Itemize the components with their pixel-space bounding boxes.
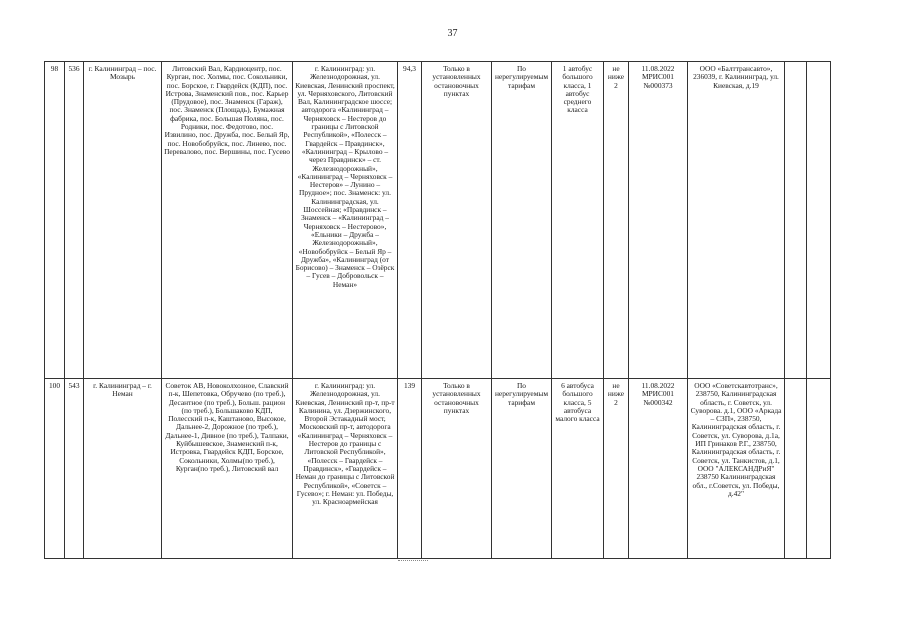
empty-cell (785, 379, 807, 559)
empty-cell (807, 379, 831, 559)
start-date: 11.08.2022 (641, 381, 675, 390)
streets-cell: г. Калининград: ул. Железнодорожная, ул. Киевская, Ленинский проспект, ул. Черняховского, Литовский Вал, Калининградское шоссе; автодорога «Калининград – Черняховск – Нестеров до границы с Литовской Республикой», «Полесск – Гвардейск – Правдинск», «Калининград – Крылово – через Правдинск» – ст. Железнодорожный», «Калининград – Черняховск – Нестеров» – Лунино – Прудное»; пос. Знаменск: ул. Калининградская, ул. Шоссейная; «Правдинск – Знаменск – «Калининград – Черняховск – Нестерово», «Ельники – Дружба – Железнодорожный», «Новобобруйск – Белый Яр – Дружба», «Калининград (от Борисово) – Знаменск – Озёрск – Гусев – Добровольск – Неман» (293, 62, 398, 379)
stop-order-cell: Только в установленных остановочных пунктах (422, 62, 492, 379)
carrier-cell: ООО «Советскавтотранс», 238750, Калининградская область, г. Советск, ул. Суворова. д.1, ООО «Аркада – СЗП», 238750, Калининградская область, г. Советск, ул. Суворова, д.1а, ИП Гринаков Р.Г., 238750, Калининградская область, г. Советск, ул. Танкистов, д.1, ООО "АЛЕКСАНДРиЯ" 238750 Калининградская обл., г.Советск, ул. Победы, д.42" (688, 379, 785, 559)
eco-class-cell: не ниже 2 (604, 379, 629, 559)
registration-number-cell: 543 (65, 379, 84, 559)
route-registry-table (44, 61, 831, 559)
tariff-type-cell: По нерегулируемым тарифам (492, 379, 552, 559)
route-length-cell: 94,3 (398, 62, 422, 379)
table-row (45, 379, 831, 559)
streets-cell: г. Калининград: ул. Железнодорожная, ул. Киевская, Ленинский пр-т, пр-т Калинина, ул. Дзержинского, Второй Эстакадный мост, Московский пр-т, автодорога «Калининград – Черняховск – Нестеров до границы с Литовской Республикой», «Полесск – Гвардейск – Правдинск», «Гвардейск – Неман до границы с Литовской Республикой», «Советск – Гусево»; г. Неман: ул. Победы, ул. Красноармейская (293, 379, 398, 559)
eco-class-cell: не ниже 2 (604, 62, 629, 379)
row-number-cell: 98 (45, 62, 65, 379)
scan-mark (398, 560, 428, 561)
route-name-cell: г. Калининград – пос. Мозырь (84, 62, 162, 379)
intermediate-stops-cell: Советок АВ, Новоколхозное, Славский п-к, Шепетовка, Обручево (по треб.), Десантное (по треб.), Больш. рацион (по треб.), Большаково КДП, Полесский п-к, Каштаново, Высокое, Дальнее-2, Дорожное (по треб.), Дальнее-1, Дивное (по треб.), Талпаки, Куйбышевское, Знаменский п-к, Истровка, Гвардейск КДП, Борское, Сокольники, Холмы(по треб.), Курган(по треб.), Литовский вал (162, 379, 293, 559)
empty-cell (785, 62, 807, 379)
page-number: 37 (447, 28, 458, 39)
start-date-certificate-cell (629, 379, 688, 559)
empty-cell (807, 62, 831, 379)
carrier-cell: ООО «Балттрансавто», 236039, г. Калининград, ул. Киевская, д.19 (688, 62, 785, 379)
vehicles-cell: 6 автобуса большого класса, 5 автобуса малого класса (552, 379, 604, 559)
vehicles-cell: 1 автобус большого класса, 1 автобус среднего класса (552, 62, 604, 379)
stop-order-cell: Только в установленных остановочных пунктах (422, 379, 492, 559)
certificate-number: МРИС001 №000342 (641, 389, 675, 407)
table-row (45, 62, 831, 379)
registration-number-cell: 536 (65, 62, 84, 379)
intermediate-stops-cell: Литовский Вал, Кардиоцентр, пос. Курган, пос. Холмы, пос. Сокольники, пос. Борское, г. Гвардейск (КДП), пос. Истрова, Знаменский пов., пос. Карьер (Прудовое), пос. Знаменск (Гараж), пос. Знаменск (Площадь), Бумажная фабрика, пос. Большая Поляна, пос. Родники, пос. Федотово, пос. Извилино, пос. Дружба, пос. Белый Яр, пос. Новобобруйск, пос. Линево, пос. Перевалово, пос. Вершины, пос. Гусево (162, 62, 293, 379)
start-date: 11.08.2022 (641, 64, 675, 73)
route-length-cell: 139 (398, 379, 422, 559)
route-name-cell: г. Калининград – г. Неман (84, 379, 162, 559)
certificate-number: МРИС001 №000373 (641, 72, 675, 90)
tariff-type-cell: По нерегулируемым тарифам (492, 62, 552, 379)
start-date-certificate-cell (629, 62, 688, 379)
row-number-cell: 100 (45, 379, 65, 559)
